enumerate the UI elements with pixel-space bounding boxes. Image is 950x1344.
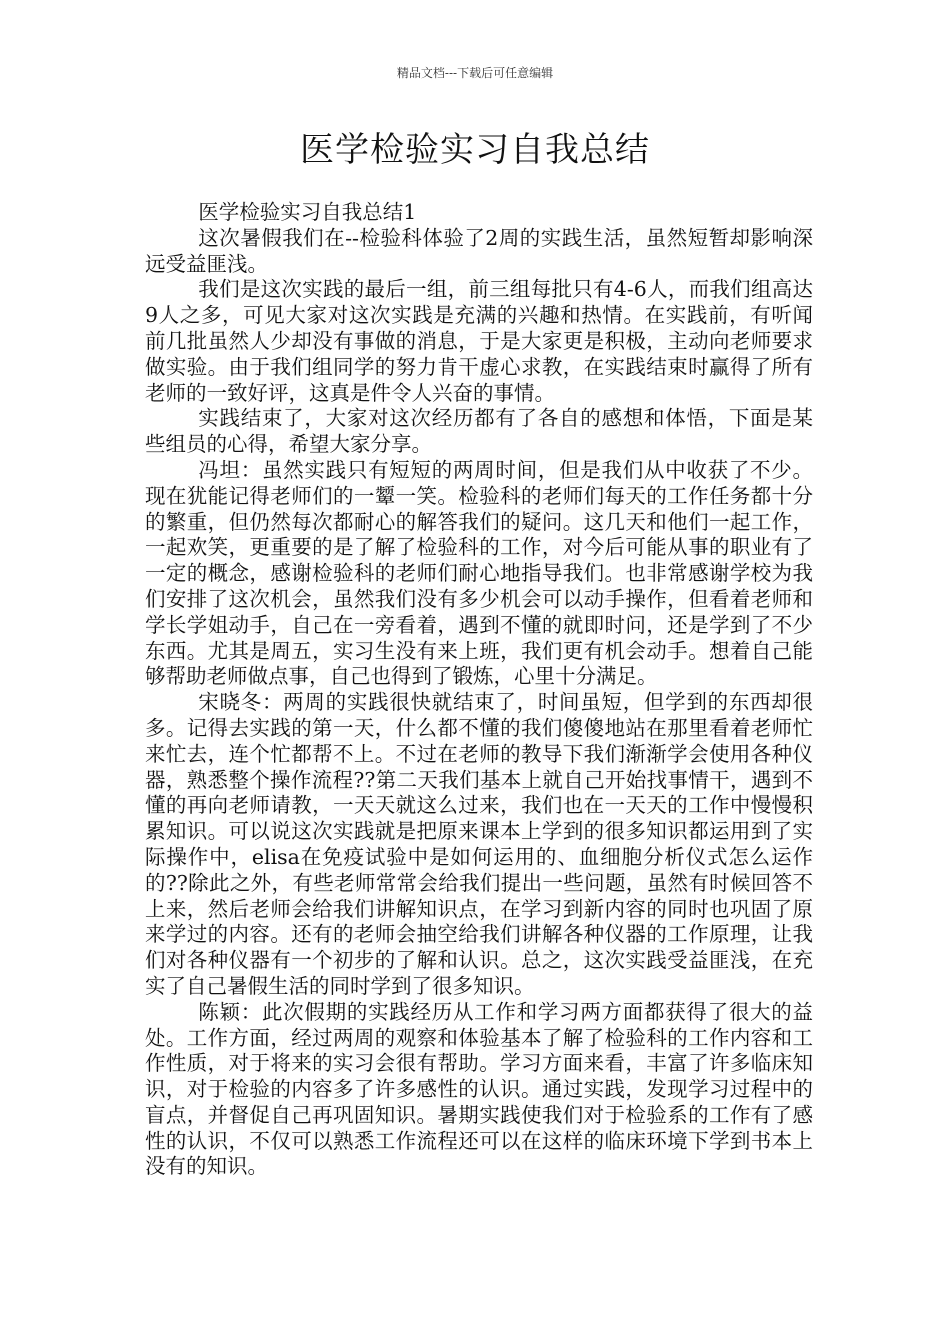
body-paragraph: 实践结束了，大家对这次经历都有了各自的感想和体悟，下面是某些组员的心得，希望大家分享。 bbox=[145, 406, 813, 457]
body-paragraph: 宋晓冬：两周的实践很快就结束了，时间虽短，但学到的东西却很多。记得去实践的第一天，什么都不懂的我们傻傻地站在那里看着老师忙来忙去，连个忙都帮不上。不过在老师的教导下我们渐渐学会使用各种仪器，熟悉整个操作流程??第二天我们基本上就自己开始找事情干，遇到不懂的再向老师请教，一天天就这么过来，我们也在一天天的工作中慢慢积累知识。可以说这次实践就是把原来课本上学到的很多知识都运用到了实际操作中，elisa在免疫试验中是如何运用的、血细胞分析仪式怎么运作的??除此之外，有些老师常常会给我们提出一些问题，虽然有时候回答不上来，然后老师会给我们讲解知识点，在学习到新内容的同时也巩固了原来学过的内容。还有的老师会抽空给我们讲解各种仪器的工作原理，让我们对各种仪器有一个初步的了解和认识。总之，这次实践受益匪浅，在充实了自己暑假生活的同时学到了很多知识。 bbox=[145, 690, 813, 998]
body-paragraph: 这次暑假我们在--检验科体验了2周的实践生活，虽然短暂却影响深远受益匪浅。 bbox=[145, 225, 813, 276]
body-paragraph: 我们是这次实践的最后一组，前三组每批只有4-6人，而我们组高达9人之多，可见大家对这次实践是充满的兴趣和热情。在实践前，有听闻前几批虽然人少却没有事做的消息，于是大家更是积极，主动向老师要求做实验。由于我们组同学的努力肯干虚心求教，在实践结束时赢得了所有老师的一致好评，这真是件令人兴奋的事情。 bbox=[145, 277, 813, 405]
header-note: 精品文档---下载后可任意编辑 bbox=[396, 66, 554, 80]
body-paragraph: 冯坦：虽然实践只有短短的两周时间，但是我们从中收获了不少。现在犹能记得老师们的一颦一笑。检验科的老师们每天的工作任务都十分的繁重，但仍然每次都耐心的解答我们的疑问。这几天和他们一起工作，一起欢笑，更重要的是了解了检验科的工作，对今后可能从事的职业有了一定的概念，感谢检验科的老师们耐心地指导我们。也非常感谢学校为我们安排了这次机会，虽然我们没有多少机会可以动手操作，但看着老师和学长学姐动手，自己在一旁看着，遇到不懂的就即时问，还是学到了不少东西。尤其是周五，实习生没有来上班，我们更有机会动手。想着自己能够帮助老师做点事，自己也得到了锻炼，心里十分满足。 bbox=[145, 457, 813, 689]
document-body bbox=[145, 200, 813, 1180]
document-title: 医学检验实习自我总结 bbox=[300, 130, 650, 170]
section-heading: 医学检验实习自我总结1 bbox=[198, 200, 417, 224]
body-paragraph: 陈颖：此次假期的实践经历从工作和学习两方面都获得了很大的益处。工作方面，经过两周的观察和体验基本了解了检验科的工作内容和工作性质，对于将来的实习会很有帮助。学习方面来看，丰富了许多临床知识，对于检验的内容多了许多感性的认识。通过实践，发现学习过程中的盲点，并督促自己再巩固知识。暑期实践使我们对于检验系的工作有了感性的认识，不仅可以熟悉工作流程还可以在这样的临床环境下学到书本上没有的知识。 bbox=[145, 999, 813, 1179]
